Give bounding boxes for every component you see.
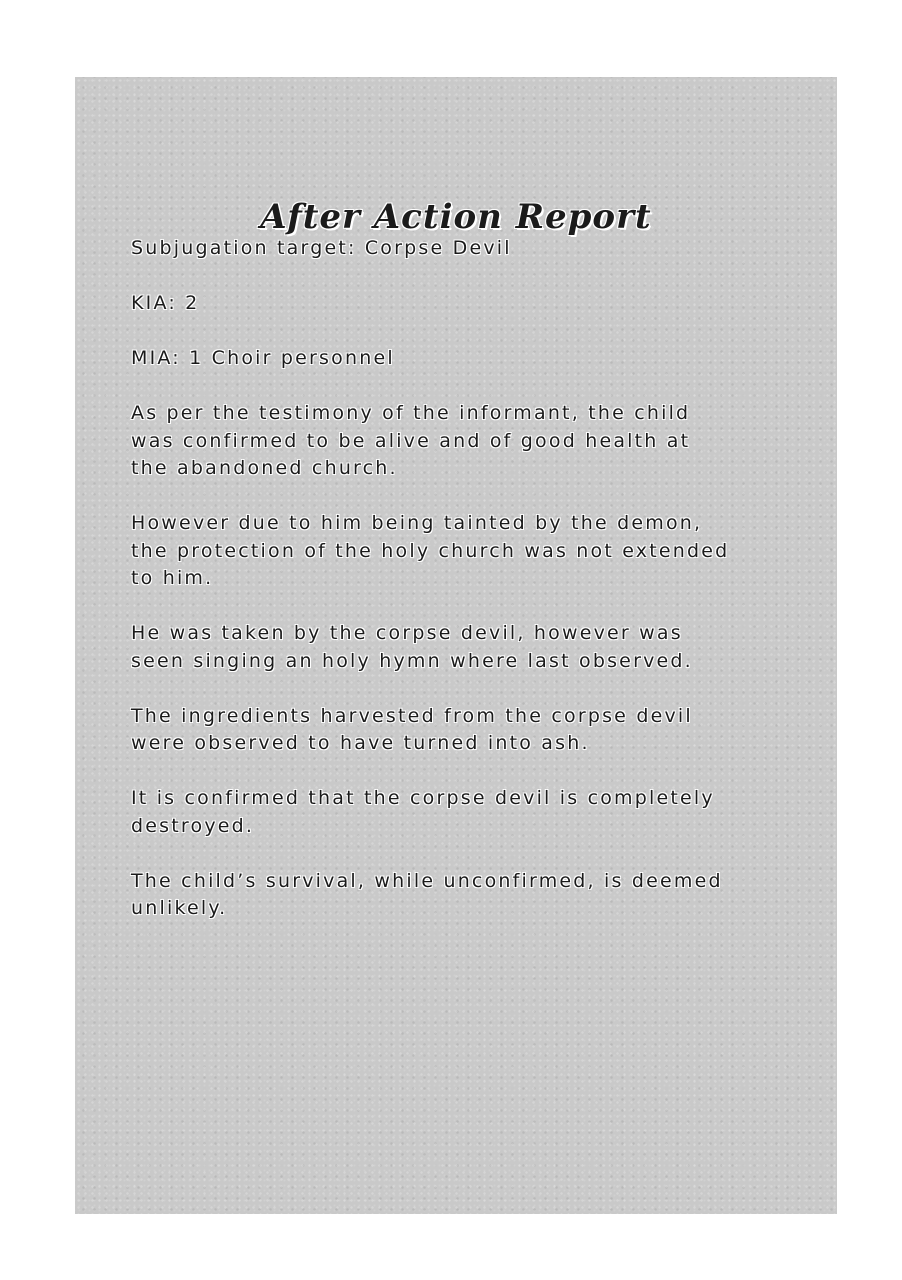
report-body	[131, 235, 811, 950]
kia-line: KIA: 2	[131, 292, 200, 314]
survival-paragraph: The child’s survival, while unconfirmed, is deemed unlikely.	[131, 869, 723, 919]
subjugation-target-line: Subjugation target: Corpse Devil	[131, 237, 512, 259]
informant-testimony-paragraph: As per the testimony of the informant, the child was confirmed to be alive and of good health at the abandoned church.	[131, 402, 691, 479]
destroyed-paragraph: It is confirmed that the corpse devil is completely destroyed.	[131, 787, 715, 837]
protection-paragraph: However due to him being tainted by the demon, the protection of the holy church was not extended to him.	[131, 512, 730, 589]
report-title: After Action Report	[260, 197, 652, 237]
taken-by-devil-paragraph: He was taken by the corpse devil, however was seen singing an holy hymn where last observed.	[131, 622, 693, 672]
mia-line: MIA: 1 Choir personnel	[131, 347, 395, 369]
report-paper	[75, 77, 837, 1214]
ingredients-paragraph: The ingredients harvested from the corpse devil were observed to have turned into ash.	[131, 704, 693, 754]
